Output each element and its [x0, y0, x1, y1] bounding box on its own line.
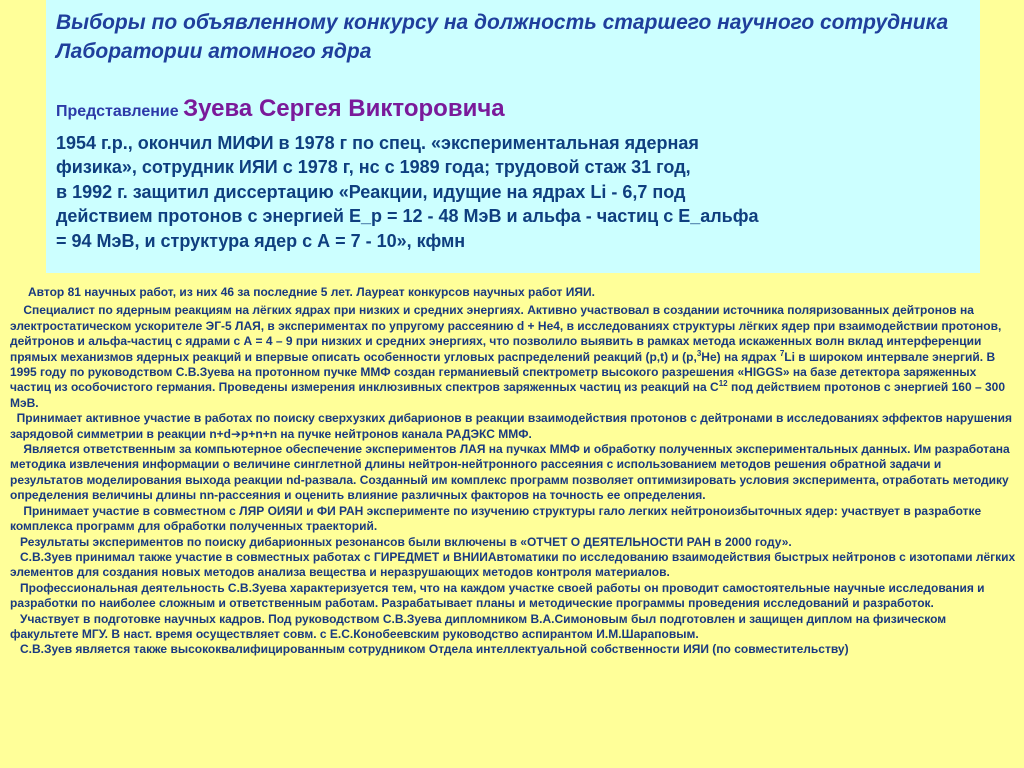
indent [10, 535, 20, 549]
candidate-name: Зуева Сергея Викторовича [183, 95, 505, 122]
paragraph-text: Результаты экспериментов по поиску дибарионных резонансов были включены в «ОТЧЕТ О ДЕЯТЕЛЬНОСТИ РАН в 2000 году». [20, 534, 792, 549]
paragraph-software [10, 442, 1016, 504]
representation-line [56, 95, 505, 123]
indent [10, 550, 20, 564]
paragraph-text: Принимает участие в совместном с ЛЯР ОИЯИ и ФИ РАН эксперименте по изучению структуры гало легких нейтроноизбыточных ядер: участвует в разработке комплекса программ для обработки полученных траекторий. [10, 503, 982, 534]
bio-line: действием протонов с энергией E_p = 12 - 48 МэВ и альфа - частиц с E_альфа [56, 206, 759, 227]
representation-label: Представление [56, 103, 179, 120]
paragraph-text: Специалист по ядерным реакциям на лёгких ядрах при низких и средних энергиях. Активно участвовал в создании источника поляризованных дейтронов на электростатическом ускорителе ЭГ-5 ЛАЯ, в экспериментах по упругому рассеянию d + He4, в исследованиях структуры лёгких ядер при взаимодействии протонов, дейтронов и альфа-частиц с ядрами с А = 4 – 9 при низких и средних энергиях, что позволило выявить в рамках метода искаженных волн вклад интерференции прямых механизмов ядерных реакций и впервые описать особенности угловых распределений реакций (p,t) и (p, [10, 303, 1002, 364]
superscript: 3 [696, 348, 702, 358]
paragraph-text: под действием протонов с энергией 160 – 300 МэВ. [10, 380, 1006, 410]
paragraph-halo [10, 504, 1016, 535]
paragraph-text: С.В.Зуев является также высококвалифицированным сотрудником Отдела интеллектуальной собственности ИЯИ (по совместительству) [20, 642, 849, 657]
superscript: 12 [718, 379, 728, 389]
paragraph-text: Принимает активное участие в работах по поиску сверхузких дибарионов в реакции взаимодействия протонов с дейтронами в исследованиях эффектов нарушения зарядовой симметрии в реакции n+d➔p+n+n на пучке нейтронов канала РАДЭКС ММФ. [10, 411, 1012, 441]
paragraph-text: He) на ядрах [701, 349, 780, 364]
superscript: 7 [779, 348, 785, 358]
indent [10, 642, 20, 656]
indent [10, 442, 23, 456]
candidate-bio [56, 131, 976, 253]
indent [10, 504, 23, 518]
bio-line: 1954 г.р., окончил МИФИ в 1978 г по спец. «экспериментальная ядерная [56, 133, 699, 153]
indent [10, 612, 20, 626]
paragraph-professional [10, 581, 1016, 612]
paragraph-specialist [10, 303, 1016, 411]
page-title: Выборы по объявленному конкурсу на должность старшего научного сотрудника Лаборатории атомного ядра [56, 11, 949, 63]
bio-line: физика», сотрудник ИЯИ с 1978 г, нс с 1989 года; трудовой стаж 31 год, [56, 157, 691, 178]
indent [10, 411, 17, 425]
paragraph-collaboration [10, 550, 1016, 581]
paragraph-text: Является ответственным за компьютерное обеспечение экспериментов ЛАЯ на пучках ММФ и обработку полученных экспериментальных данных. Им разработана методика извлечения информации о величине синглетной длины нейтрон-нейтронного рассеяния с использованием методов решения обратной задачи и результатов моделирования выхода реакции nd-развала. Созданный им комплекс программ позволяет оптимизировать условия эксперимента, отработать методику определения величины длины nn-рассеяния и оценить влияние различных факторов на точность ее определения. [10, 442, 1010, 503]
indent [10, 581, 20, 595]
paragraph-text: Автор 81 научных работ, из них 46 за последние 5 лет. Лауреат конкурсов научных работ ИЯИ. [28, 285, 595, 299]
paragraph-dibaryons [10, 411, 1016, 442]
paragraph-results [10, 535, 1016, 550]
indent [10, 303, 23, 317]
paragraph-text: С.В.Зуев принимал также участие в совместных работах с ГИРЕДМЕТ и ВНИИАвтоматики по исследованию взаимодействия быстрых нейтронов с изотопами лёгких элементов для создания новых методов анализа вещества и неразрушающих методов контроля материалов. [10, 549, 1016, 580]
paragraph-text: Участвует в подготовке научных кадров. Под руководством С.В.Зуева дипломником В.А.Симоновым был подготовлен и защищен диплом на физическом факультете МГУ. В наст. время осуществляет совм. с Е.С.Конобеевским руководство аспирантом И.М.Шараповым. [10, 611, 947, 641]
bio-line: = 94 МэВ, и структура ядер с А = 7 - 10», кфмн [56, 230, 466, 251]
paragraph-publications [10, 285, 1016, 300]
description-body [10, 285, 1016, 658]
paragraph-text: Профессиональная деятельность С.В.Зуева характеризуется тем, что на каждом участке своей работы он проводит самостоятельные научные исследования и разработки по наиболее сложным и ответственным работам. Разрабатывает планы и методические программы проведения исследований и разработок. [10, 580, 985, 611]
paragraph-training [10, 612, 1016, 643]
bio-line: в 1992 г. защитил диссертацию «Реакции, идущие на ядрах Li - 6,7 под [56, 181, 686, 202]
paragraph-ip-office [10, 642, 1016, 657]
paragraph-text: Li в широком интервале энергий. В 1995 году по руководством С.В.Зуева на протонном пучке ММФ создан германиевый спектрометр высокого разрешения «HIGGS» на базе детектора заряженных частиц из особочистого германия. Проведены измерения инклюзивных спектров заряженных частиц из реакций на С [10, 349, 996, 395]
